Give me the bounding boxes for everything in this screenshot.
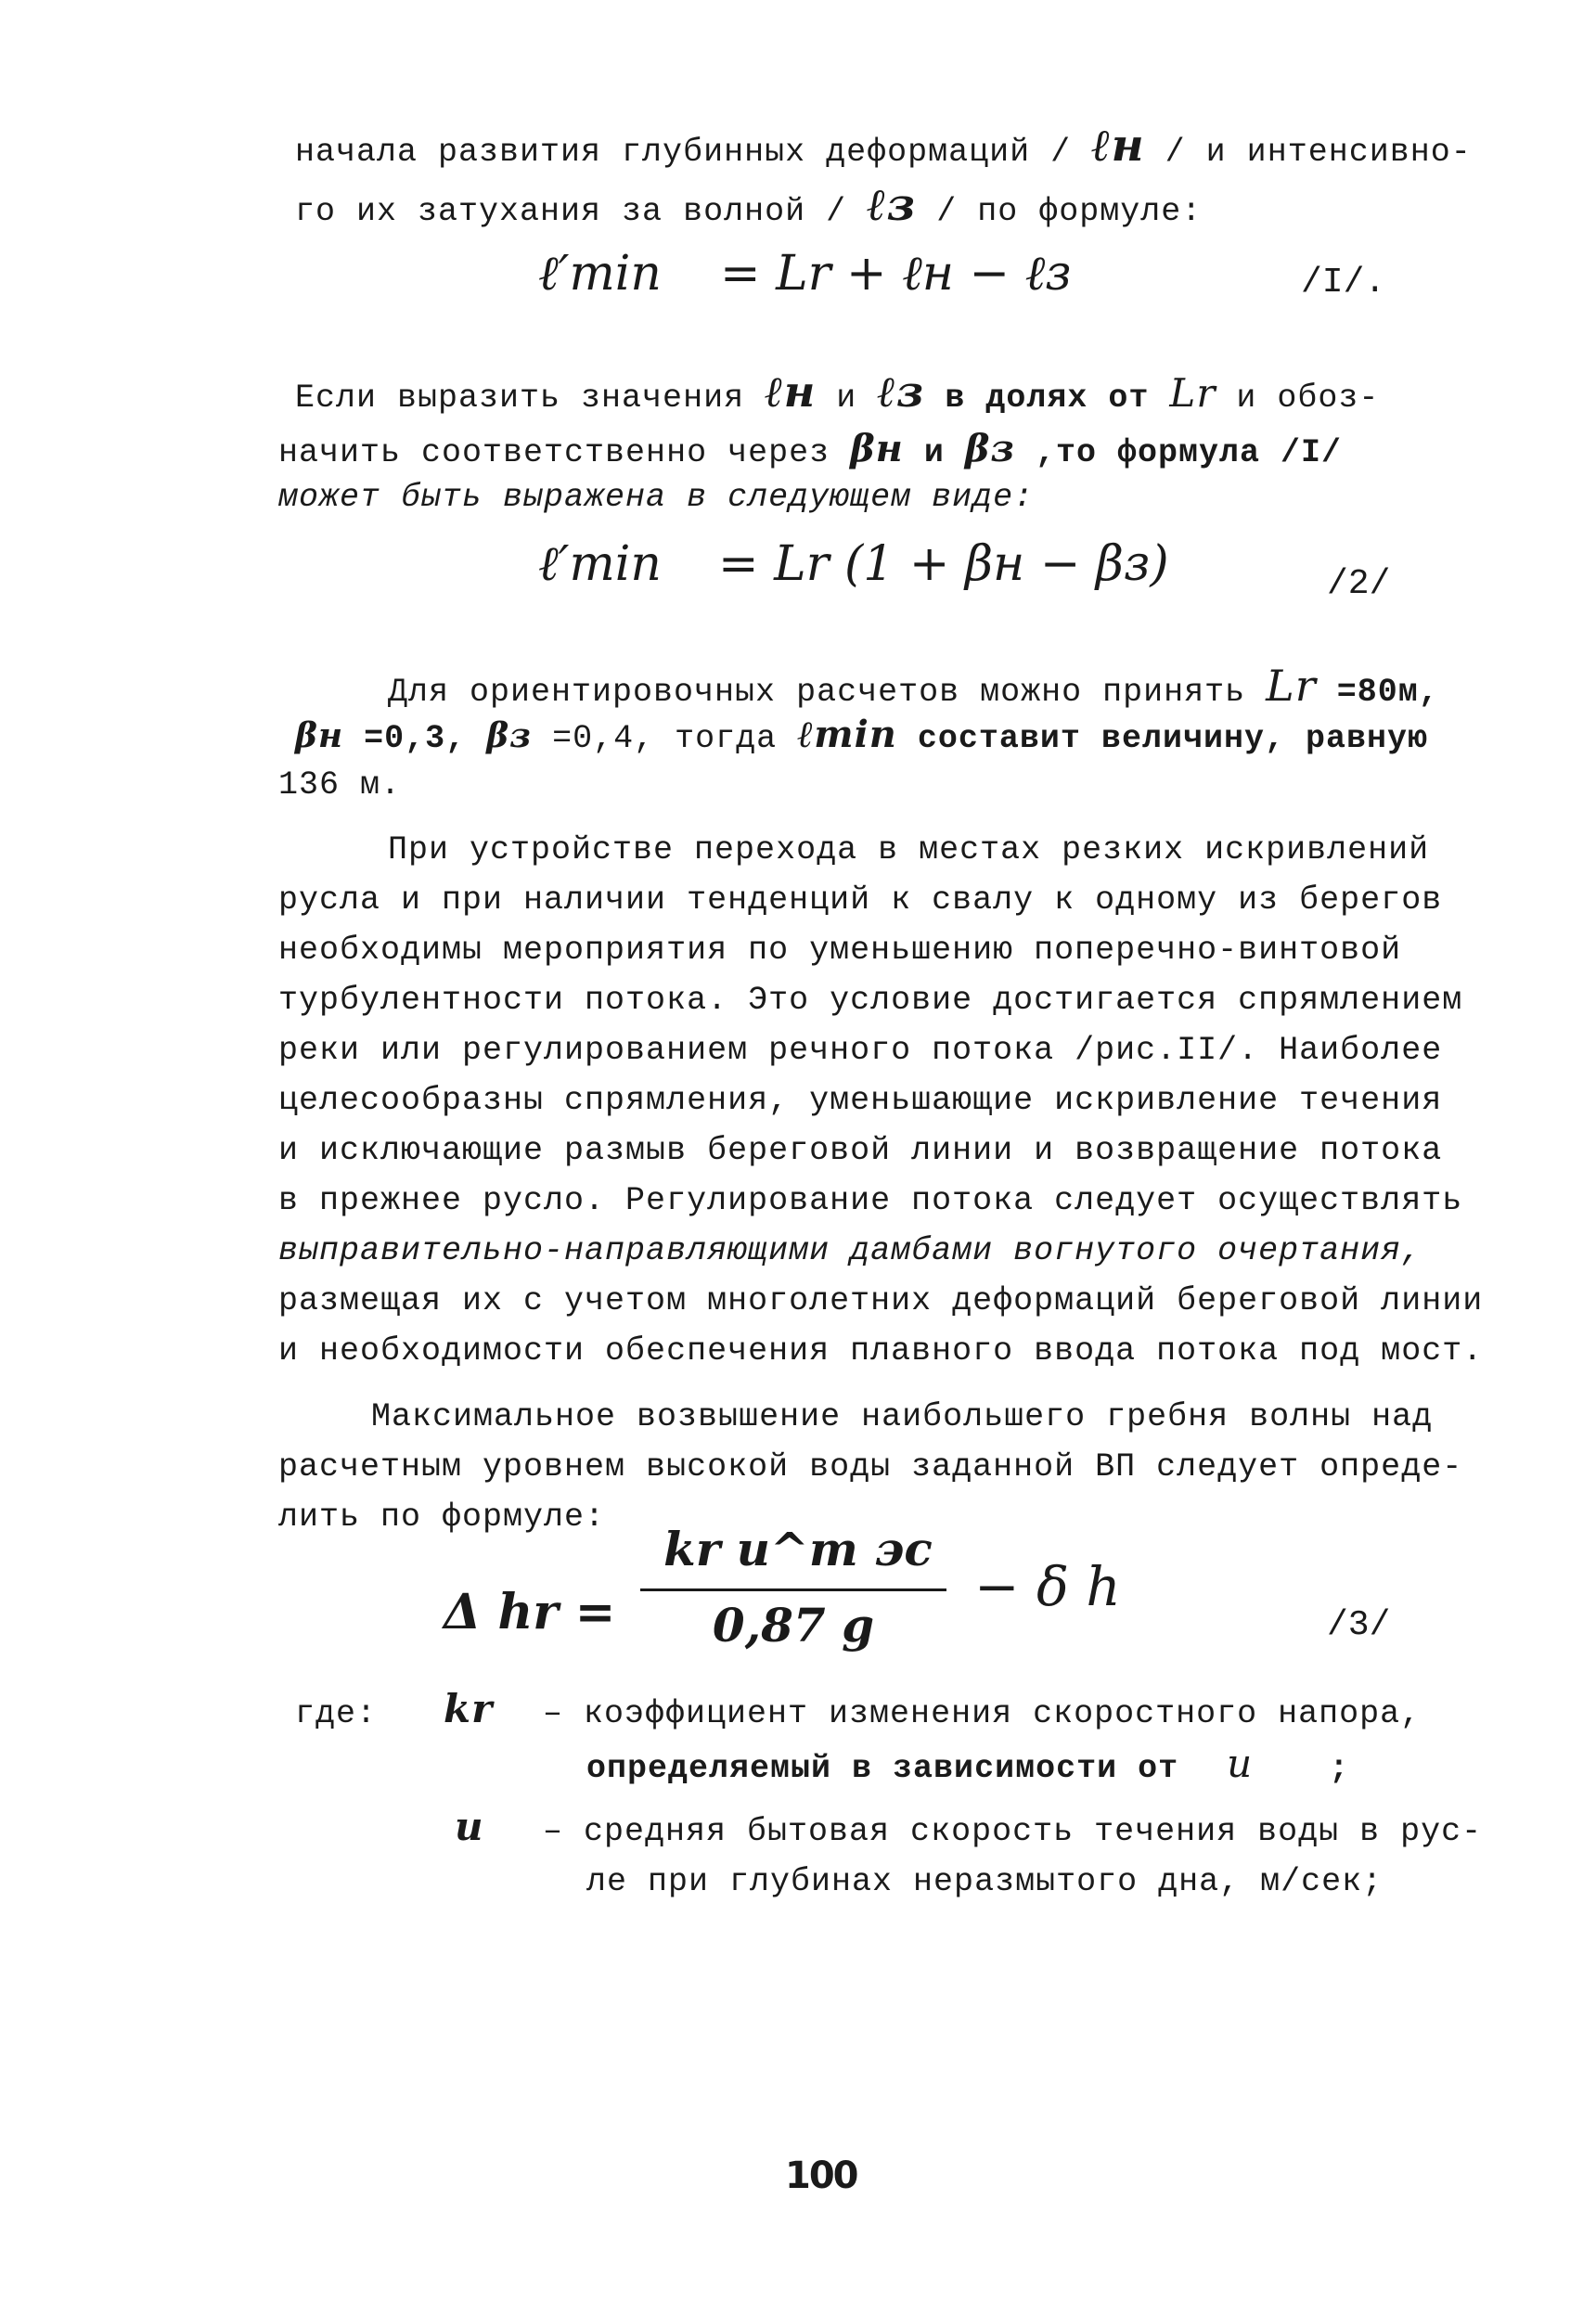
- formula-3-tail: − δ h: [974, 1555, 1121, 1618]
- text-span: / по формуле:: [936, 193, 1203, 230]
- formula-lhs: ℓ′min: [538, 536, 662, 592]
- definition-line: [455, 1805, 484, 1854]
- formula-number: /I/.: [1301, 263, 1386, 302]
- text-span: ;: [1329, 1750, 1350, 1787]
- text-line: [295, 120, 1472, 174]
- text-line: [295, 713, 1428, 761]
- text-span: – коэффициент изменения скоростного напора,: [543, 1695, 1422, 1732]
- page-number: 100: [785, 2154, 857, 2197]
- formula-rhs: = Lr (1 + βн − βз): [717, 536, 1169, 592]
- text-line: [278, 1028, 1442, 1073]
- text-span: турбулентности потока. Это условие достигается спрямлением: [278, 982, 1463, 1019]
- text-line: [388, 663, 1439, 714]
- text-span: =0,3,: [364, 720, 467, 757]
- text-span: и обоз-: [1236, 379, 1380, 417]
- text-line: [278, 475, 1034, 520]
- text-line: [278, 1078, 1442, 1123]
- text-line: [278, 928, 1401, 972]
- text-span: 136 м.: [278, 766, 402, 804]
- formula-3-fraction-bar: [640, 1588, 946, 1591]
- text-span: ле при глубинах неразмытого дна, м/сек;: [586, 1863, 1384, 1900]
- text-span: в прежнее русло. Регулирование потока следует осуществлять: [278, 1182, 1463, 1219]
- text-line: [371, 1395, 1433, 1439]
- definition-line: [586, 1859, 1383, 1904]
- formula-3-numerator: kr u^m эс: [663, 1522, 933, 1576]
- text-span: и: [923, 434, 945, 471]
- text-line: [278, 427, 1342, 475]
- symbol: ℓн: [765, 367, 817, 417]
- symbol: Lr: [1169, 370, 1216, 416]
- symbol: u: [455, 1804, 484, 1849]
- definition-line: [543, 1809, 1482, 1854]
- text-span: выправительно-направляющими дамбами вогнутого очертания,: [278, 1232, 1422, 1269]
- text-line: [278, 978, 1462, 1022]
- text-span: необходимы мероприятия по уменьшению поперечно-винтовой: [278, 932, 1402, 969]
- text-line: [388, 828, 1429, 872]
- definition-line: [444, 1687, 493, 1736]
- text-span: Если выразить значения: [295, 379, 745, 417]
- symbol: βн: [850, 427, 904, 470]
- text-span: определяемый в зависимости от: [586, 1750, 1179, 1787]
- text-span: лить по формуле:: [278, 1498, 606, 1536]
- text-span: русла и при наличии тенденций к свалу к одному из берегов: [278, 881, 1443, 919]
- text-line: [278, 1329, 1483, 1373]
- text-span: =0,4, тогда: [552, 720, 778, 757]
- text-span: и исключающие размыв береговой линии и возвращение потока: [278, 1132, 1443, 1169]
- text-line: [278, 1228, 1422, 1273]
- text-span: =80м,: [1336, 674, 1439, 711]
- definition-line: [543, 1691, 1421, 1736]
- text-span: ,то формула /I/: [1036, 434, 1343, 471]
- symbol: ℓmin: [797, 713, 897, 756]
- symbol: βз: [964, 427, 1015, 470]
- formula-3-lhs: Δ hr =: [444, 1584, 616, 1640]
- text-span: начала развития глубинных деформаций /: [295, 134, 1072, 171]
- symbol: ℓн: [1091, 120, 1145, 172]
- text-line: [295, 369, 1379, 420]
- text-span: в долях от: [945, 379, 1150, 417]
- text-span: Максимальное возвышение наибольшего гребня волны над: [371, 1398, 1434, 1435]
- symbol: βз: [486, 716, 533, 755]
- formula-number: /3/: [1327, 1605, 1391, 1645]
- symbol: ℓз: [877, 367, 925, 417]
- text-span: может быть выражена в следующем виде:: [278, 479, 1035, 516]
- symbol: βн: [295, 716, 344, 755]
- text-span: расчетным уровнем высокой воды заданной ВП следует опреде-: [278, 1448, 1463, 1485]
- text-span: начить соответственно через: [278, 434, 830, 471]
- text-line: [278, 1495, 605, 1539]
- text-line: [278, 878, 1442, 922]
- where-label: где:: [295, 1695, 378, 1732]
- formula-1: [538, 241, 1072, 306]
- text-line: [278, 1128, 1442, 1173]
- text-span: Для ориентировочных расчетов можно принять: [388, 674, 1246, 711]
- formula-3-denominator: 0,87 g: [712, 1598, 875, 1653]
- text-span: – средняя бытовая скорость течения воды в рус-: [543, 1813, 1483, 1850]
- text-span: составит величину, равную: [917, 720, 1428, 757]
- symbol: Lr: [1266, 661, 1317, 711]
- text-span: / и интенсивно-: [1165, 134, 1472, 171]
- symbol: kr: [444, 1686, 494, 1731]
- symbol: u: [1227, 1741, 1254, 1786]
- text-span: размещая их с учетом многолетних деформаций береговой линии: [278, 1282, 1484, 1319]
- text-span: При устройстве перехода в местах резких искривлений: [388, 831, 1430, 868]
- text-span: и необходимости обеспечения плавного ввода потока под мост.: [278, 1332, 1484, 1370]
- text-line: [295, 179, 1203, 234]
- text-span: целесообразны спрямления, уменьшающие искривление течения: [278, 1082, 1443, 1119]
- text-line: [278, 763, 401, 807]
- text-span: и: [836, 379, 857, 417]
- formula-number: /2/: [1327, 564, 1391, 604]
- symbol: ℓз: [867, 179, 917, 231]
- text-line: [278, 1178, 1462, 1223]
- text-line: [278, 1445, 1462, 1489]
- text-span: го их затухания за волной /: [295, 193, 847, 230]
- text-line: [278, 1279, 1483, 1323]
- formula-2: [538, 532, 1169, 597]
- definition-line: [586, 1742, 1349, 1791]
- text-span: реки или регулированием речного потока /рис.II/. Наиболее: [278, 1032, 1443, 1069]
- formula-rhs: = Lr + ℓн − ℓз: [719, 246, 1072, 302]
- formula-lhs: ℓ′min: [538, 246, 662, 302]
